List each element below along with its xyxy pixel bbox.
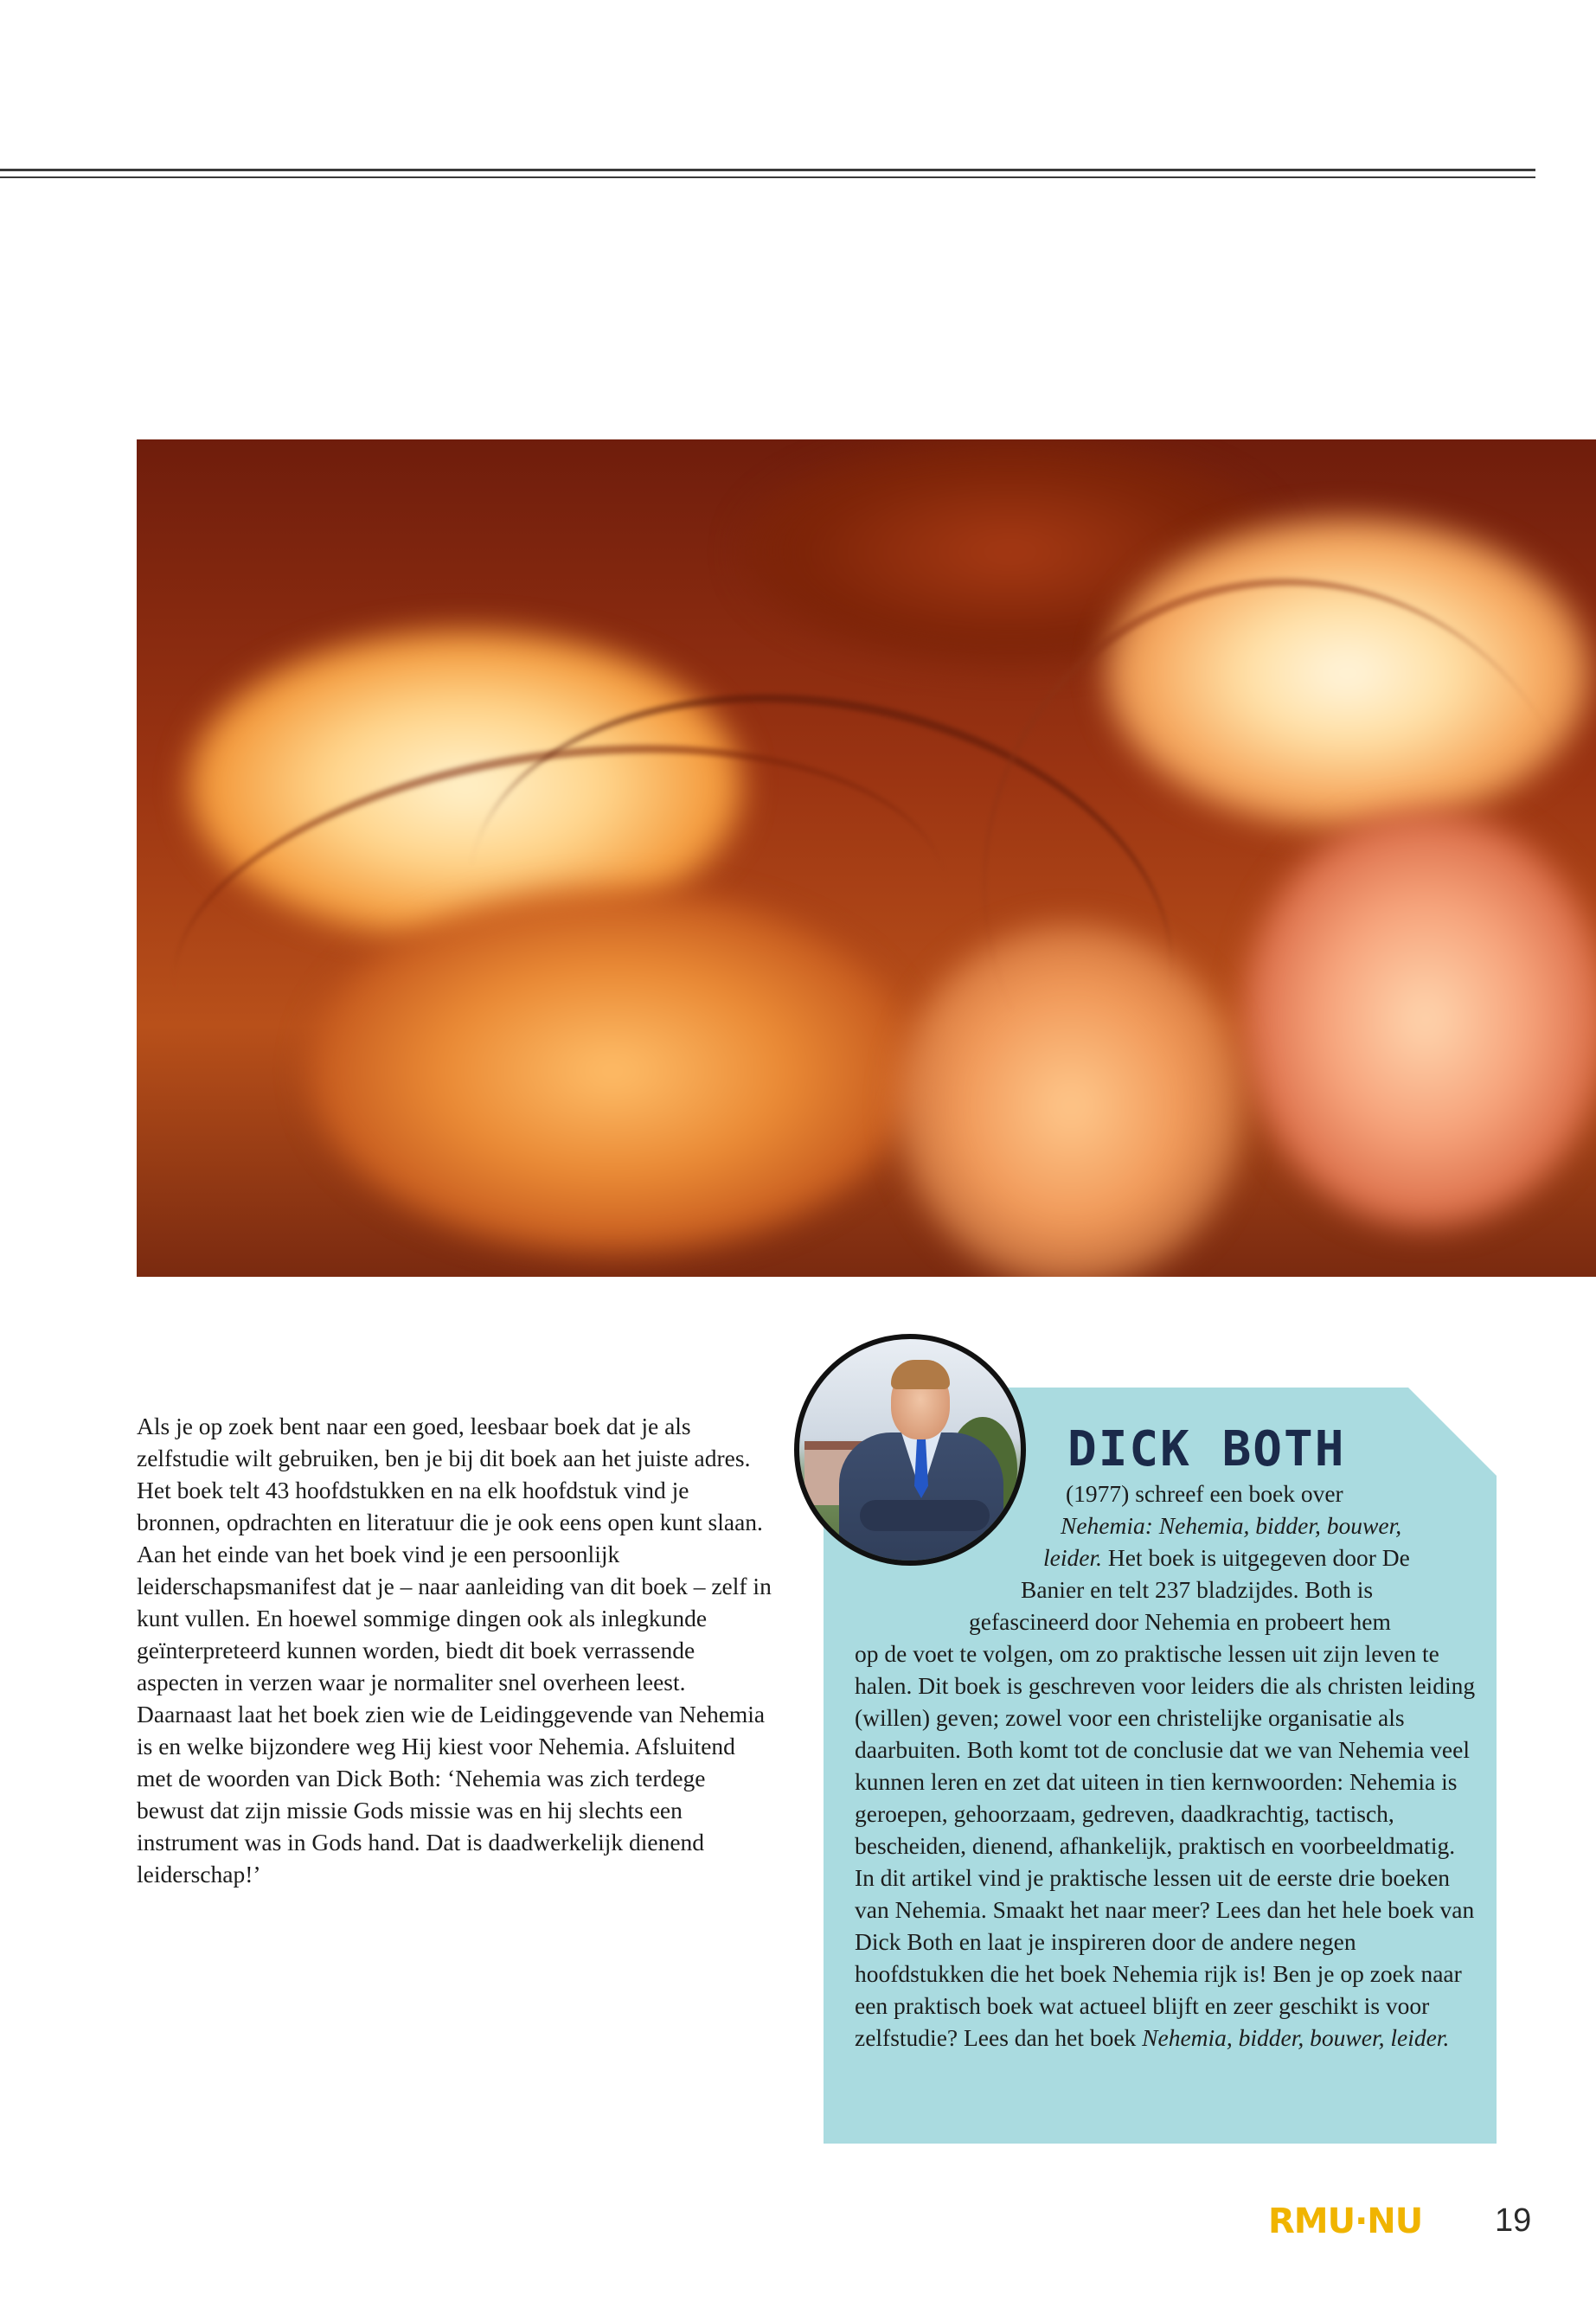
author-intro-line-3 [1043, 1541, 1410, 1574]
author-intro-line-5: gefascineerd door Nehemia en probeert hem [969, 1608, 1391, 1635]
author-box-body-text: op de voet te volgen, om zo praktische lessen uit zijn leven te halen. Dit boek is geschreven voor leiders die als christen leiding (willen) geven; zowel voor een christelijke organisatie als daarbuiten. Both komt tot de conclusie dat we van Nehemia veel kunnen leren en zet dat uiteen in tien kernwoorden: Nehemia is geroepen, gehoorzaam, gedreven, daadkrachtig, tactisch, bescheiden, dienend, afhankelijk, praktisch en voorbeeldmatig. In dit artikel vind je praktische lessen uit de eerste drie boeken van Nehemia. Smaakt het naar meer? Lees dan het hele boek van Dick Both en laat je inspireren door de andere negen hoofdstukken die het boek Nehemia rijk is! Ben je op zoek naar een praktisch boek wat actueel blijft en zeer geschikt is voor zelfstudie? Lees dan het boek [855, 1640, 1476, 2051]
author-intro-line-1: (1977) schreef een boek over [1066, 1480, 1343, 1507]
book-title-closing: Nehemia, bidder, bouwer, leider. [1142, 2024, 1450, 2051]
publisher-text: Het boek is uitgegeven door De [1101, 1544, 1410, 1571]
top-rule [0, 169, 1535, 171]
author-portrait [794, 1334, 1026, 1566]
author-intro-line-4: Banier en telt 237 bladzijdes. Both is [1021, 1576, 1374, 1603]
article-body: Als je op zoek bent naar een goed, leesbaar boek dat je als zelfstudie wilt gebruiken, ben je bij dit boek aan het juiste adres. Het boek telt 43 hoofdstukken en na elk hoofdstuk vind je bronnen, opdrachten en literatuur die je ook eens open kunt slaan. Aan het einde van het boek vind je een persoonlijk leiderschapsmanifest dat je – naar aanleiding van dit boek – zelf in kunt vullen. En hoewel sommige dingen ook als inlegkunde geïnterpreteerd kunnen worden, biedt dit boek verrassende aspecten in verzen waar je normaliter snel overheen leest. Daarnaast laat het boek zien wie de Leidinggevende van Nehemia is en welke bijzondere weg Hij kiest voor Nehemia. Afsluitend met de woorden van Dick Both: ‘Nehemia was zich terdege bewust dat zijn missie Gods missie was en hij slechts een instrument was in Gods hand. Dat is daadwerkelijk dienend leiderschap!’ [137, 1413, 772, 1888]
brand-logo: RMU·NU [1268, 2202, 1423, 2241]
canyon-photo [137, 439, 1596, 1277]
book-title-part: Nehemia: Nehemia, bidder, bouwer, [1061, 1512, 1402, 1539]
author-intro-line-2 [1061, 1509, 1401, 1541]
book-title-end: leider. [1043, 1544, 1102, 1571]
page-number: 19 [1495, 2202, 1532, 2239]
author-name: DICK BOTH [1067, 1421, 1346, 1477]
author-box-body [855, 1638, 1477, 2054]
top-rule-secondary [0, 176, 1535, 178]
